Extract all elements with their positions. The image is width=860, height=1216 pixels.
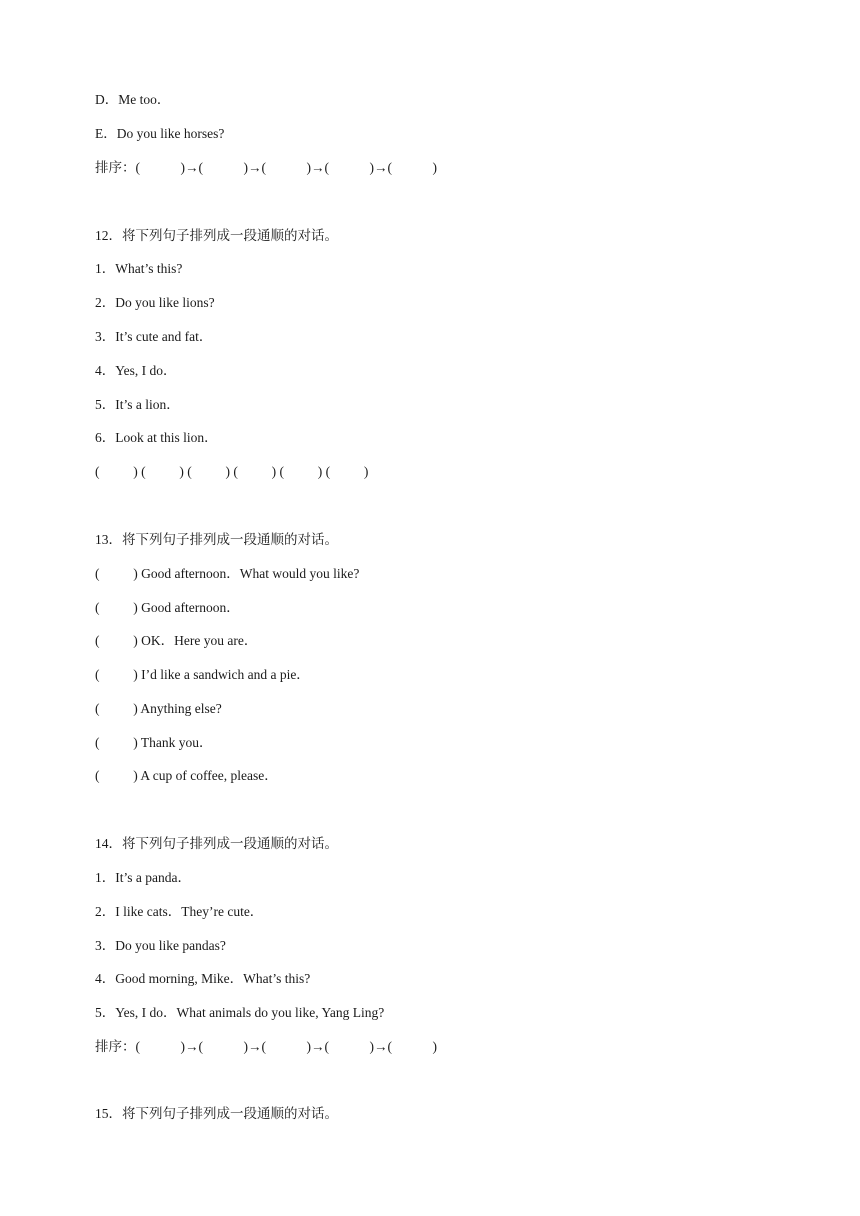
q14-sentence-5: 5．Yes, I do．What animals do you like, Yang Ling? (95, 1005, 385, 1020)
question-15-title: 15．将下列句子排列成一段通顺的对话。 (95, 1106, 338, 1121)
q12-sentence-1: 1．What’s this? (95, 261, 183, 276)
order-answer-line: 排序：( )→( )→( )→( )→( ) (95, 160, 437, 175)
q12-sentence-5: 5．It’s a lion． (95, 397, 180, 412)
q14-order-answer-line: 排序：( )→( )→( )→( )→( ) (95, 1039, 437, 1054)
q13-sentence-5: ( ) Anything else? (95, 701, 222, 716)
q13-sentence-4: ( ) I’d like a sandwich and a pie． (95, 667, 310, 682)
q13-sentence-7: ( ) A cup of coffee, please． (95, 768, 278, 783)
q14-sentence-4: 4．Good morning, Mike．What’s this? (95, 971, 311, 986)
q14-sentence-1: 1．It’s a panda． (95, 870, 191, 885)
q12-sentence-4: 4．Yes, I do． (95, 363, 177, 378)
q13-sentence-2: ( ) Good afternoon． (95, 600, 240, 615)
q13-sentence-1: ( ) Good afternoon．What would you like? (95, 566, 360, 581)
option-d: D．Me too． (95, 92, 171, 107)
question-12-title: 12．将下列句子排列成一段通顺的对话。 (95, 228, 338, 243)
q12-sentence-3: 3．It’s cute and fat． (95, 329, 213, 344)
question-14-title: 14．将下列句子排列成一段通顺的对话。 (95, 836, 338, 851)
q13-sentence-6: ( ) Thank you． (95, 735, 213, 750)
option-e: E．Do you like horses? (95, 126, 225, 141)
q14-sentence-2: 2．I like cats．They’re cute． (95, 904, 264, 919)
q14-sentence-3: 3．Do you like pandas? (95, 938, 226, 953)
q12-sentence-6: 6．Look at this lion． (95, 430, 218, 445)
question-13-title: 13．将下列句子排列成一段通顺的对话。 (95, 532, 338, 547)
q13-sentence-3: ( ) OK．Here you are． (95, 633, 258, 648)
q12-answer-blanks: ( ) ( ) ( ) ( ) ( ) ( ) (95, 464, 369, 479)
q12-sentence-2: 2．Do you like lions? (95, 295, 215, 310)
